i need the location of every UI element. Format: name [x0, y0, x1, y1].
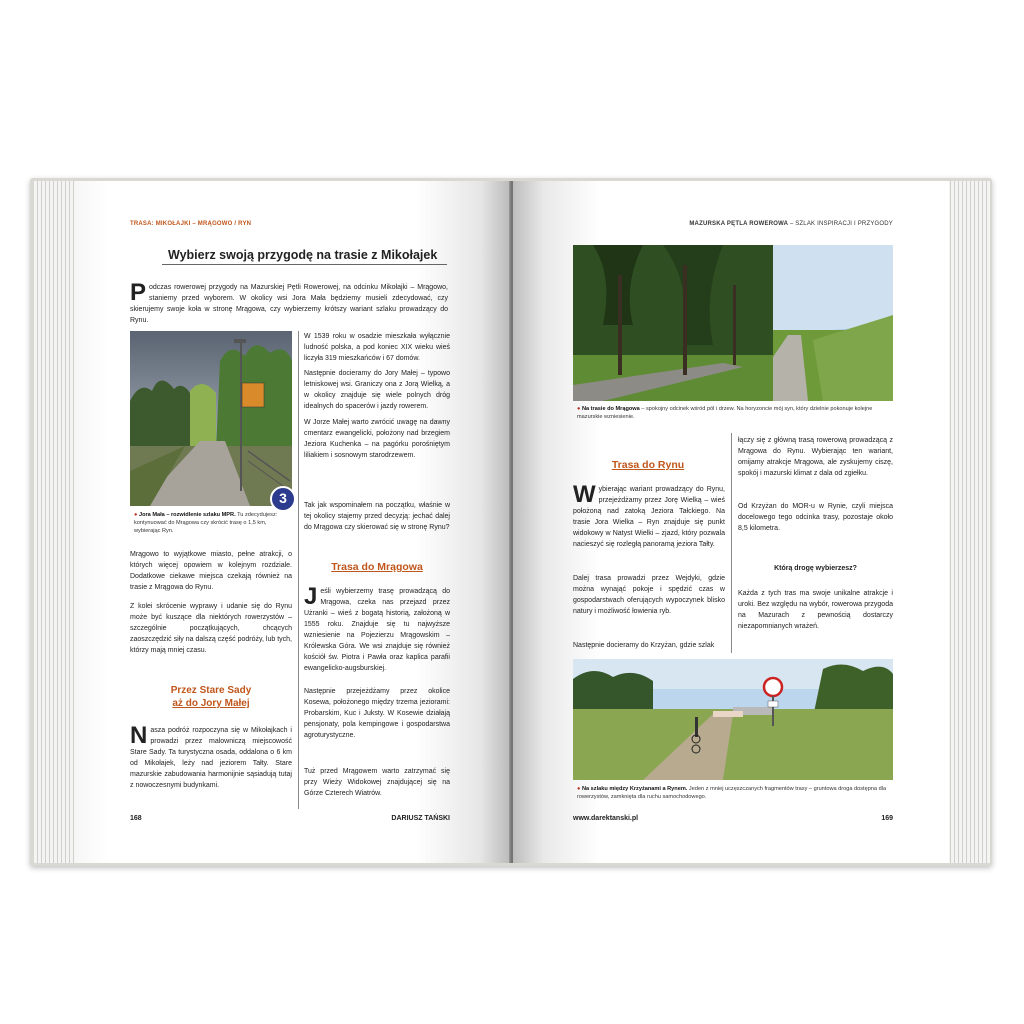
location-pin-icon: ●: [577, 406, 581, 412]
left-col1-para3: [130, 722, 292, 791]
right-col1-para1: [573, 481, 725, 550]
right-col1-para3: Następnie docieramy do Krzyżan, gdzie szlak: [573, 642, 715, 649]
caption-text: Tu zdecydujesz: kontynuować do Mrągowa czy skrócić trasę o 1,5 km, wybierając Ryn.: [134, 512, 278, 534]
title-underline: [162, 264, 447, 265]
photo-caption-top: [577, 405, 893, 421]
photo-caption-left: [134, 511, 290, 535]
website-url: www.darektanski.pl: [573, 815, 639, 822]
caption-text: Jeden z mniej uczęszczanych fragmentów trasy – gruntowa droga dostępna dla rowerzystów, zamknięta dla ruchu samochodowego.: [577, 786, 887, 800]
column-divider: [731, 433, 732, 653]
left-col2-para2: Następnie docieramy do Jory Małej – typowo letniskowej wsi. Graniczy ona z Jorą Wielką, a w okolicy znajduje się wiele polnych dróg idealnych do spacerów i jazdy rowerem.: [304, 370, 450, 410]
dropcap: N: [130, 722, 148, 749]
left-col2-para5: [304, 583, 450, 674]
subhead-line1: Przez Stare Sady: [170, 685, 252, 696]
para3-text: asza podróż rozpoczyna się w Mikołajkach i prowadzi przez malowniczą miejscowość Stare Sady. Ta turystyczna osada, oddalona o 6 km od Mikołajek, leży nad jeziorem Tałty. Stare mazurskie zabudowania harmonijnie sąsiadują tutaj z nowoczesnymi budynkami.: [130, 727, 292, 789]
dropcap: P: [130, 279, 147, 306]
page-edges-right: [946, 181, 990, 863]
photo-trasa-mragowo: [573, 245, 893, 401]
intro-paragraph: [130, 279, 448, 326]
question-heading: Którą drogę wybierzesz?: [774, 565, 857, 572]
para5-text: eśli wybierzemy trasę prowadzącą do Mrągowa, czeka nas przejazd przez Użranki – wieś z bogatą historią, założoną w 1555 roku. Znajduje się tu najwyższe wzniesienie na Pojezierzu Mrągowskim – Królewska Góra. We wsi znajduje się również kościół św. Piotra i Pawła oraz kaplica parafii ewangelicko-augsburskiej.: [304, 588, 450, 672]
running-head-light: – SZLAK INSPIRACJI I PRZYGODY: [789, 221, 893, 227]
intro-text: odczas rowerowej przygody na Mazurskiej Pętli Rowerowej, na odcinku Mikołajki – Mrągowo, staniemy przed wyborem. W okolicy wsi Jora Mała będziemy musieli zdecydować, czy skierujemy swoje koła w stronę Mrągowa, czy wybierzemy krótszy wariant szlaku prowadzący do Rynu.: [130, 284, 448, 324]
page-number-right: 169: [881, 815, 893, 822]
right-page: [513, 181, 949, 863]
location-pin-icon: ●: [577, 786, 581, 792]
location-pin-icon: ●: [134, 512, 138, 518]
dropcap: W: [573, 481, 596, 508]
right-col2-para2: Od Krzyżan do MOR-u w Rynie, czyli miejsca docelowego tego odcinka trasy, pozostaje około 8,5 kilometra.: [738, 503, 893, 532]
para1-text: ybierając wariant prowadzący do Rynu, przejeżdżamy przez Jorę Wielką – wieś położoną nad zatoką Jeziora Tałckiego. Na trasie Jora Wielka – Ryn znajduje się punkt widokowy w Natyst Wielki – zjazd, który pozwala nacieszyć się rozległą panoramą jeziora Tałty.: [573, 486, 725, 548]
running-head-right: [689, 221, 893, 227]
running-head-left: TRASA: MIKOŁAJKI – MRĄGOWO / RYN: [130, 221, 252, 227]
caption-bold: Jora Mała – rozwidlenie szlaku MPR.: [138, 512, 236, 518]
running-head-bold: MAZURSKA PĘTLA ROWEROWA: [689, 221, 788, 227]
caption-bold: Na trasie do Mrągowa: [581, 406, 640, 412]
author-name: DARIUSZ TAŃSKI: [391, 815, 450, 822]
left-page: [74, 181, 511, 863]
photo-jora-mala: [130, 331, 292, 506]
photo-caption-bottom: [577, 785, 893, 801]
route-number-badge: 3: [270, 486, 296, 512]
left-col2-para3: W Jorze Małej warto zwrócić uwagę na dawny cmentarz ewangelicki, położony nad brzegiem Jeziora Kuchenka – na pagórku porośniętym liliakiem i sosnowym starodrzewem.: [304, 419, 450, 459]
subhead-stare-sady: [130, 684, 292, 710]
photo-krzyzany-ryn: [573, 659, 893, 780]
caption-bold: Na szlaku między Krzyżanami a Rynem.: [581, 786, 688, 792]
right-col2-para1: łączy się z główną trasą rowerową prowadzącą z Mrągowa do Rynu. Wybierając ten wariant, omijamy atrakcje Mrągowa, ale zyskujemy ciszę, spokój i mazurski klimat z dala od zgiełku.: [738, 437, 893, 477]
subhead-trasa-mragowo: Trasa do Mrągowa: [331, 561, 423, 573]
right-col2-para3: Każda z tych tras ma swoje unikalne atrakcje i uroki. Bez względu na wybór, rowerowa przygoda na Mazurach z pewnością dostarczy niezapomnianych wrażeń.: [738, 590, 893, 630]
left-col2-para7: Tuż przed Mrągowem warto zatrzymać się przy Wieży Widokowej znajdującej się na Górze Czterech Wiatrów.: [304, 768, 450, 797]
subhead-line2: aż do Jory Małej: [172, 698, 250, 709]
right-col1-para2: Dalej trasa prowadzi przez Wejdyki, gdzie można wynająć pokoje i spędzić czas w gospodarstwach oferujących wypoczynek blisko natury i możliwość łowienia ryb.: [573, 575, 725, 615]
column-divider: [298, 331, 299, 809]
caption-text: – spokojny odcinek wśród pól i drzew. Na horyzoncie mój syn, który dzielnie pokonuje kolejne mazurskie wzniesienie.: [577, 406, 873, 420]
dropcap: J: [304, 583, 318, 610]
page-number-left: 168: [130, 815, 142, 822]
left-col1-para1: Mrągowo to wyjątkowe miasto, pełne atrakcji, o których więcej opowiem w kolejnym rozdziale. Dodatkowe ciekawe miejsca czekają również na trasie z Mrągowa do Rynu.: [130, 551, 292, 591]
left-col2-para6: Następnie przejeżdżamy przez okolice Kosewa, położonego między trzema jeziorami: Probarskim, Kuc i Juksty. W Kosewie działają pensjonaty, pola kempingowe i gospodarstwa agroturystyczne.: [304, 688, 450, 739]
subhead-trasa-rynu: Trasa do Rynu: [611, 459, 685, 471]
left-col2-para1: W 1539 roku w osadzie mieszkała wyłącznie ludność polska, a pod koniec XIX wieku wieś liczyła 319 mieszkańców i 67 domów.: [304, 333, 450, 362]
left-col1-para2: Z kolei skrócenie wyprawy i udanie się do Rynu może być kuszące dla niektórych rowerzystów – szczególnie początkujących, chcących zaoszczędzić siły na dalszą część podróży, lub tych, którzy mają mniej czasu.: [130, 603, 292, 654]
page-title: Wybierz swoją przygodę na trasie z Mikołajek: [168, 248, 438, 262]
page-edges-left: [34, 181, 78, 863]
left-col2-para4: Tak jak wspominałem na początku, właśnie w tej okolicy stajemy przed decyzją: jechać dalej do Mrągowa czy skierować się w stronę Rynu?: [304, 502, 450, 531]
